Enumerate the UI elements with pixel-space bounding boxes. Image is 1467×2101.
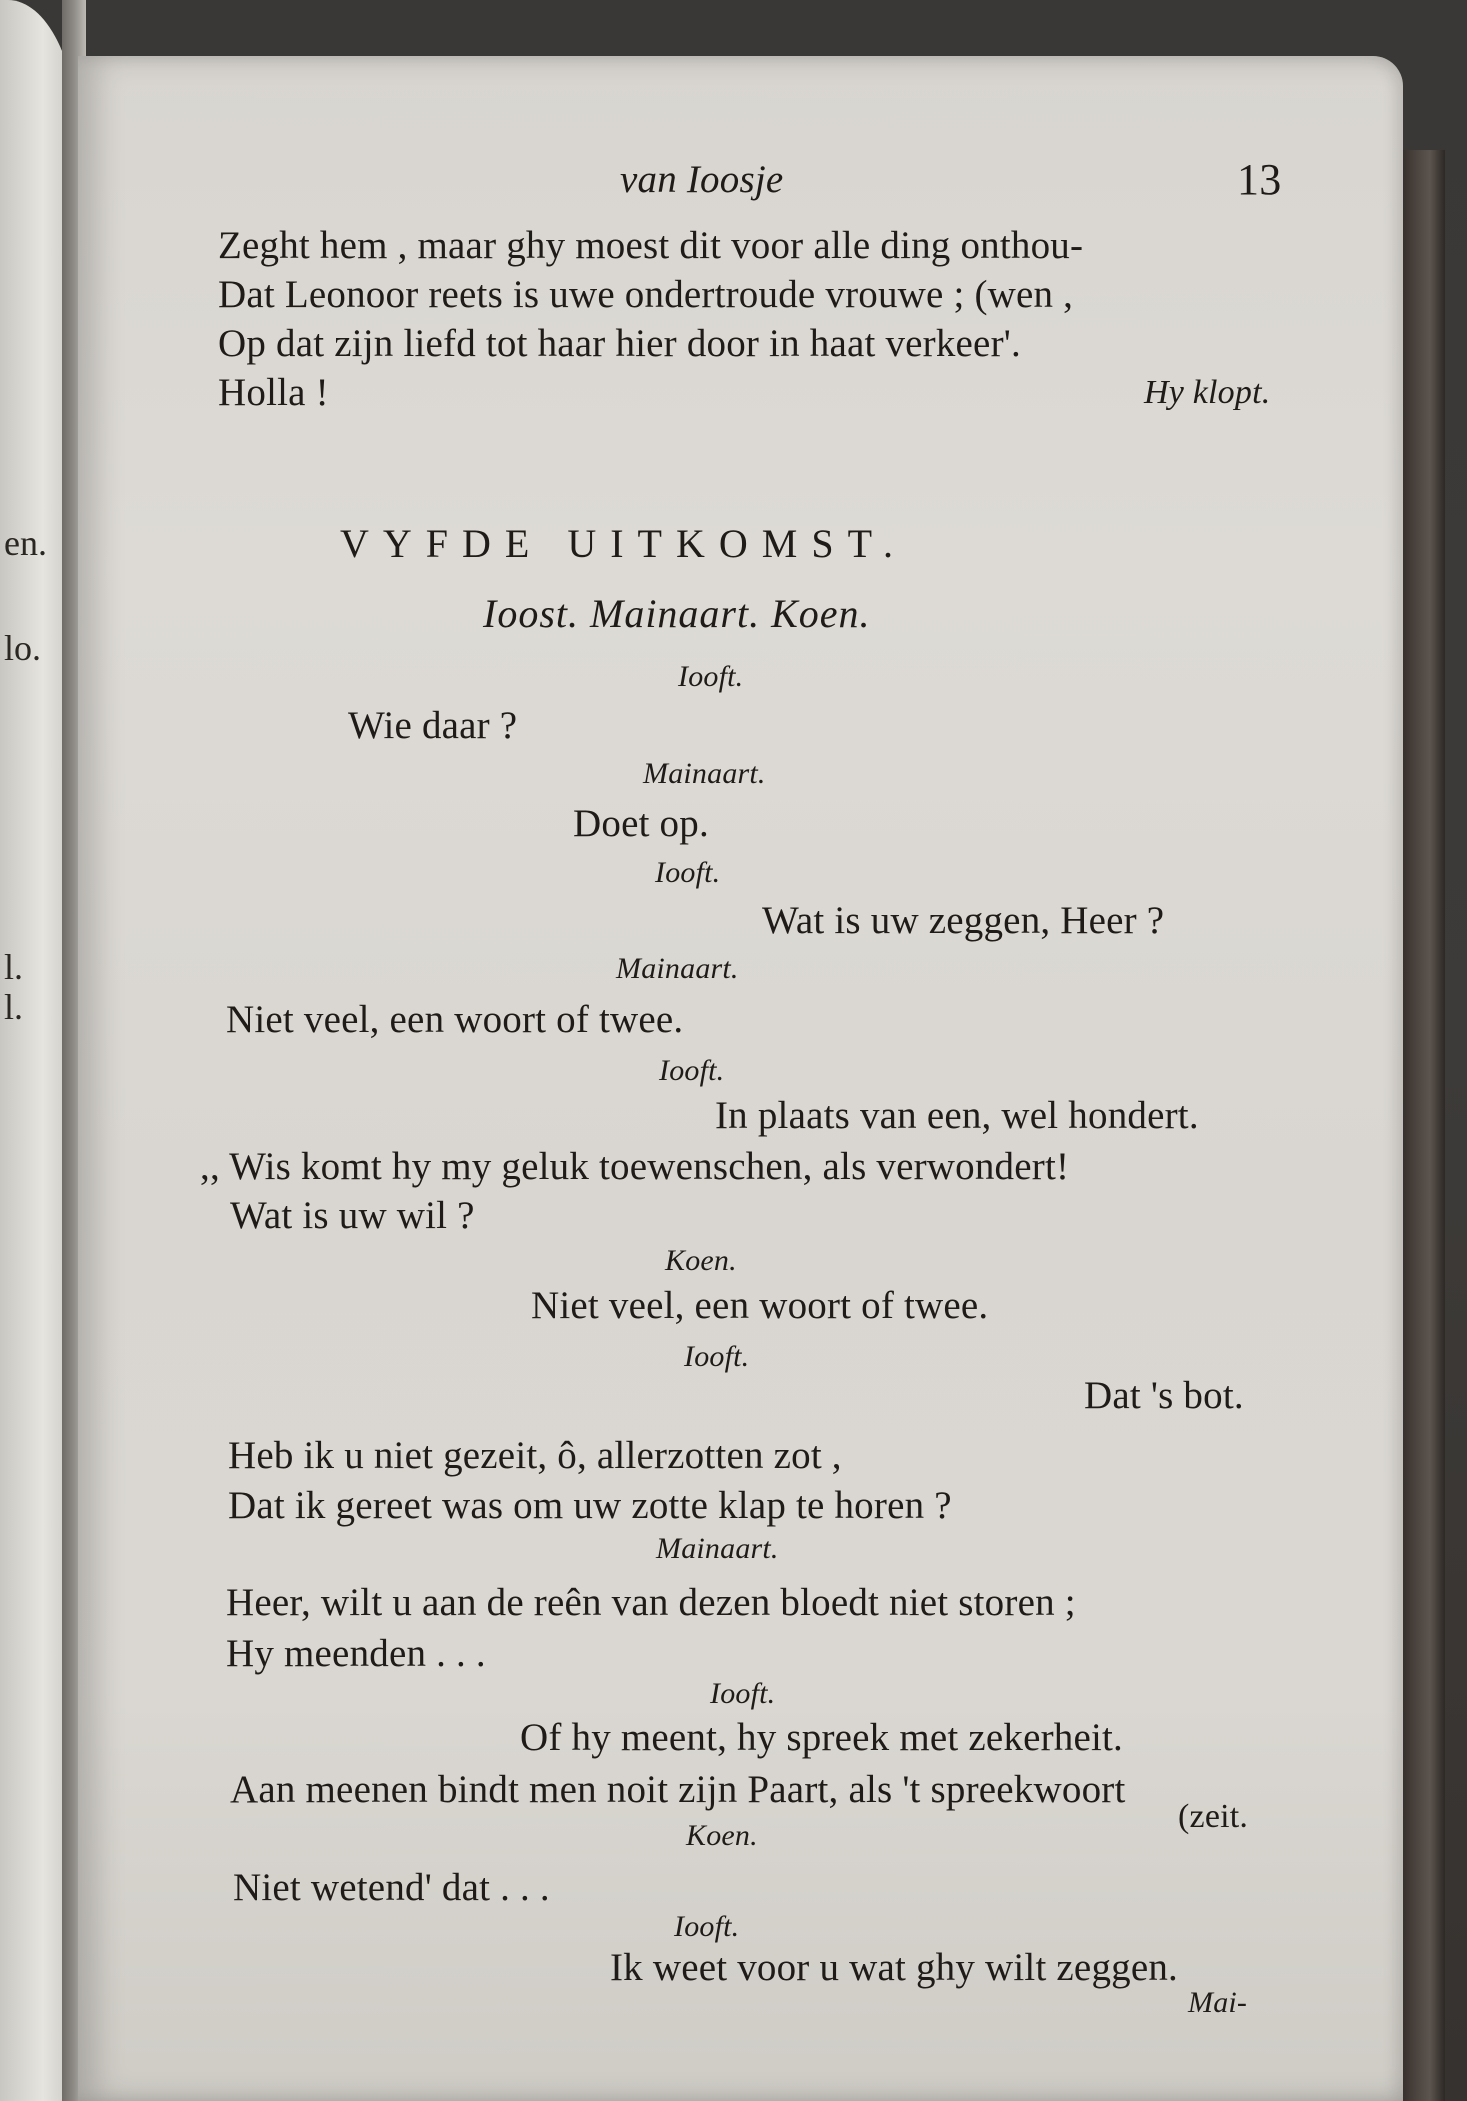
verse-line: Holla ! (218, 371, 329, 414)
previous-page-fragment: l. (4, 947, 24, 987)
dialogue-line: Wie daar ? (348, 704, 518, 747)
scene-title: VYFDE UITKOMST. (340, 521, 908, 566)
dialogue-line: Niet veel, een woort of twee. (226, 998, 684, 1041)
dialogue-line: In plaats van een, wel hondert. (715, 1094, 1199, 1137)
dialogue-line: Of hy meent, hy spreek met zekerheit. (520, 1716, 1124, 1759)
dialogue-line: Ik weet voor u wat ghy wilt zeggen. (610, 1946, 1179, 1989)
speaker-name: Iooft. (659, 1054, 725, 1087)
speaker-name: Iooft. (684, 1340, 750, 1373)
speaker-name: Mainaart. (643, 757, 766, 790)
speaker-name: Koen. (686, 1819, 758, 1852)
dialogue-line: Aan meenen bindt men noit zijn Paart, als 't spreekwoort (230, 1768, 1126, 1811)
dialogue-line: ,, Wis komt hy my geluk toewenschen, als verwondert! (200, 1145, 1070, 1188)
previous-page-fragment: en. (4, 523, 47, 563)
verse-line: Op dat zijn liefd tot haar hier door in haat verkeer'. (218, 322, 1021, 365)
dialogue-line: Dat 's bot. (1084, 1374, 1244, 1417)
speaker-name: Iooft. (678, 660, 744, 693)
speaker-name: Koen. (665, 1244, 737, 1277)
dialogue-line: Niet wetend' dat . . . (233, 1866, 550, 1909)
speaker-name: Mainaart. (616, 952, 739, 985)
dialogue-line: Heer, wilt u aan de reên van dezen bloedt niet storen ; (226, 1581, 1076, 1624)
dialogue-line: Hy meenden . . . (226, 1632, 486, 1675)
dialogue-line: Wat is uw wil ? (230, 1194, 475, 1237)
book-page (78, 56, 1403, 2101)
dialogue-line: Doet op. (573, 802, 709, 845)
dialogue-line: Dat ik gereet was om uw zotte klap te horen ? (228, 1484, 952, 1527)
dialogue-line: (zeit. (1178, 1798, 1249, 1835)
dialogue-line: Wat is uw zeggen, Heer ? (762, 899, 1165, 942)
dialogue-line: Heb ik u niet gezeit, ô, allerzotten zot , (228, 1434, 842, 1477)
verse-line: Dat Leonoor reets is uwe ondertroude vrouwe ; (wen , (218, 273, 1074, 316)
speaker-name: Iooft. (710, 1677, 776, 1710)
running-head: van Ioosje (620, 158, 784, 201)
speaker-name: Iooft. (655, 856, 721, 889)
catchword: Mai- (1188, 1986, 1248, 2019)
verse-line: Zeght hem , maar ghy moest dit voor alle ding onthou- (218, 224, 1084, 267)
previous-page-fragment: l. (4, 987, 24, 1027)
previous-page-fragment: lo. (4, 628, 42, 668)
stage-direction: Hy klopt. (1144, 374, 1271, 411)
cast-list: Ioost. Mainaart. Koen. (483, 591, 871, 636)
dialogue-line: Niet veel, een woort of twee. (531, 1284, 989, 1327)
page-number: 13 (1237, 155, 1282, 204)
speaker-name: Mainaart. (656, 1532, 779, 1565)
speaker-name: Iooft. (674, 1910, 740, 1943)
